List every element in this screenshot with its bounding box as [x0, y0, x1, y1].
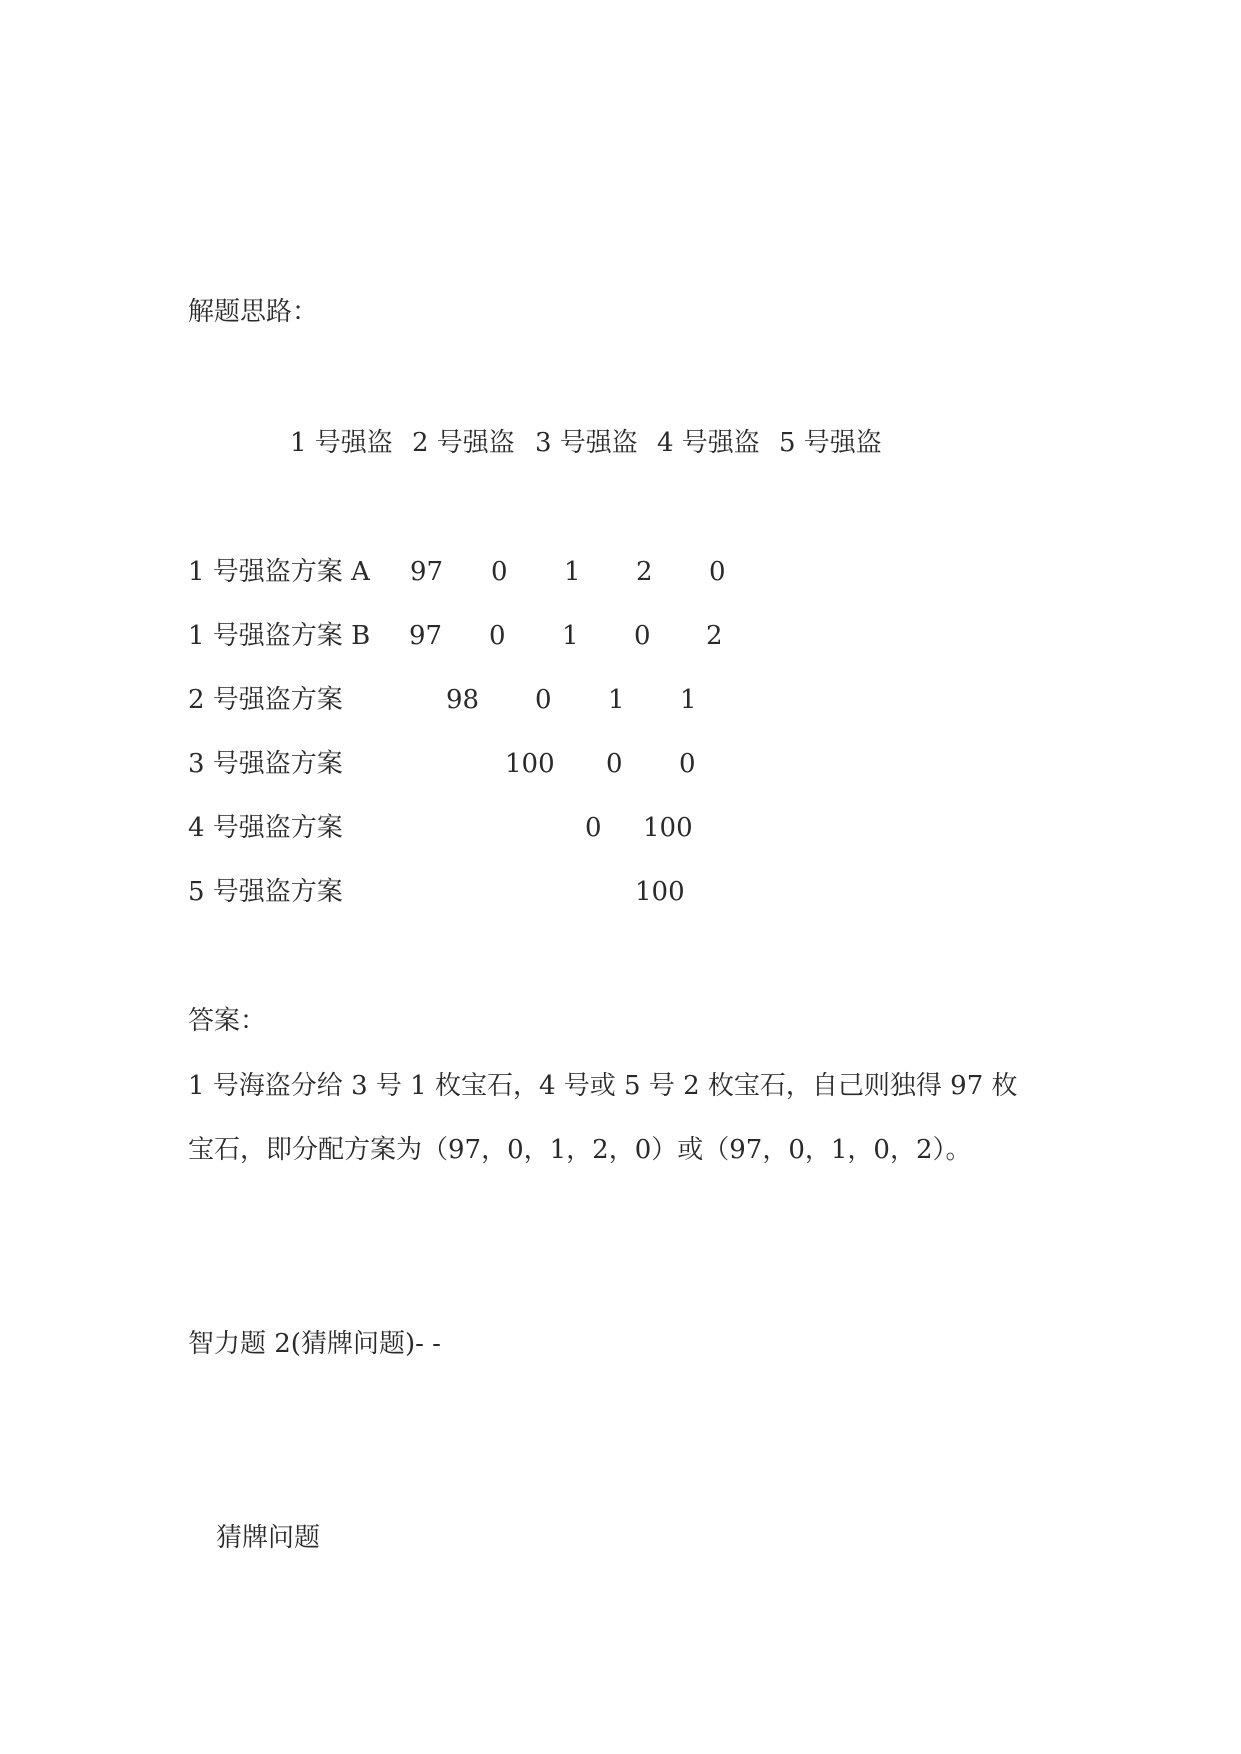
column-header: 1 号强盗 [290, 428, 393, 458]
column-header: 5 号强盗 [779, 428, 882, 458]
answer-heading: 答案： [188, 1006, 267, 1036]
table-cell: 1 [564, 557, 581, 587]
table-cell: 100 [505, 749, 555, 779]
row-label: 4 号强盗方案 [188, 813, 343, 843]
table-cell: 97 [410, 557, 444, 587]
table-cell: 1 [562, 621, 579, 651]
column-header: 3 号强盗 [535, 428, 638, 458]
row-label: 1 号强盗方案 B [188, 621, 371, 651]
row-label: 5 号强盗方案 [188, 877, 343, 907]
column-header: 2 号强盗 [412, 428, 515, 458]
table-cell: 1 [680, 685, 697, 715]
table-cell: 0 [679, 749, 696, 779]
table-cell: 1 [608, 685, 625, 715]
table-cell: 2 [706, 621, 723, 651]
answer-text-line: 宝石，即分配方案为（97，0，1，2，0）或（97，0，1，0，2）。 [188, 1135, 972, 1165]
table-cell: 100 [635, 877, 685, 907]
table-cell: 0 [489, 621, 506, 651]
section-heading: 解题思路： [188, 297, 319, 327]
table-cell: 0 [491, 557, 508, 587]
table-cell: 0 [535, 685, 552, 715]
row-label: 2 号强盗方案 [188, 685, 343, 715]
next-section-title: 智力题 2(猜牌问题)- - [188, 1329, 441, 1359]
table-cell: 0 [606, 749, 623, 779]
table-cell: 0 [585, 813, 602, 843]
table-cell: 0 [634, 621, 651, 651]
table-cell: 100 [643, 813, 693, 843]
row-label: 3 号强盗方案 [188, 749, 343, 779]
table-cell: 98 [446, 685, 480, 715]
next-section-subtitle: 猜牌问题 [216, 1523, 321, 1553]
table-cell: 97 [409, 621, 443, 651]
column-header: 4 号强盗 [657, 428, 760, 458]
table-cell: 0 [709, 557, 726, 587]
table-cell: 2 [636, 557, 653, 587]
row-label: 1 号强盗方案 A [188, 557, 370, 587]
answer-text-line: 1 号海盗分给 3 号 1 枚宝石，4 号或 5 号 2 枚宝石，自己则独得 97 枚 [188, 1071, 1018, 1101]
